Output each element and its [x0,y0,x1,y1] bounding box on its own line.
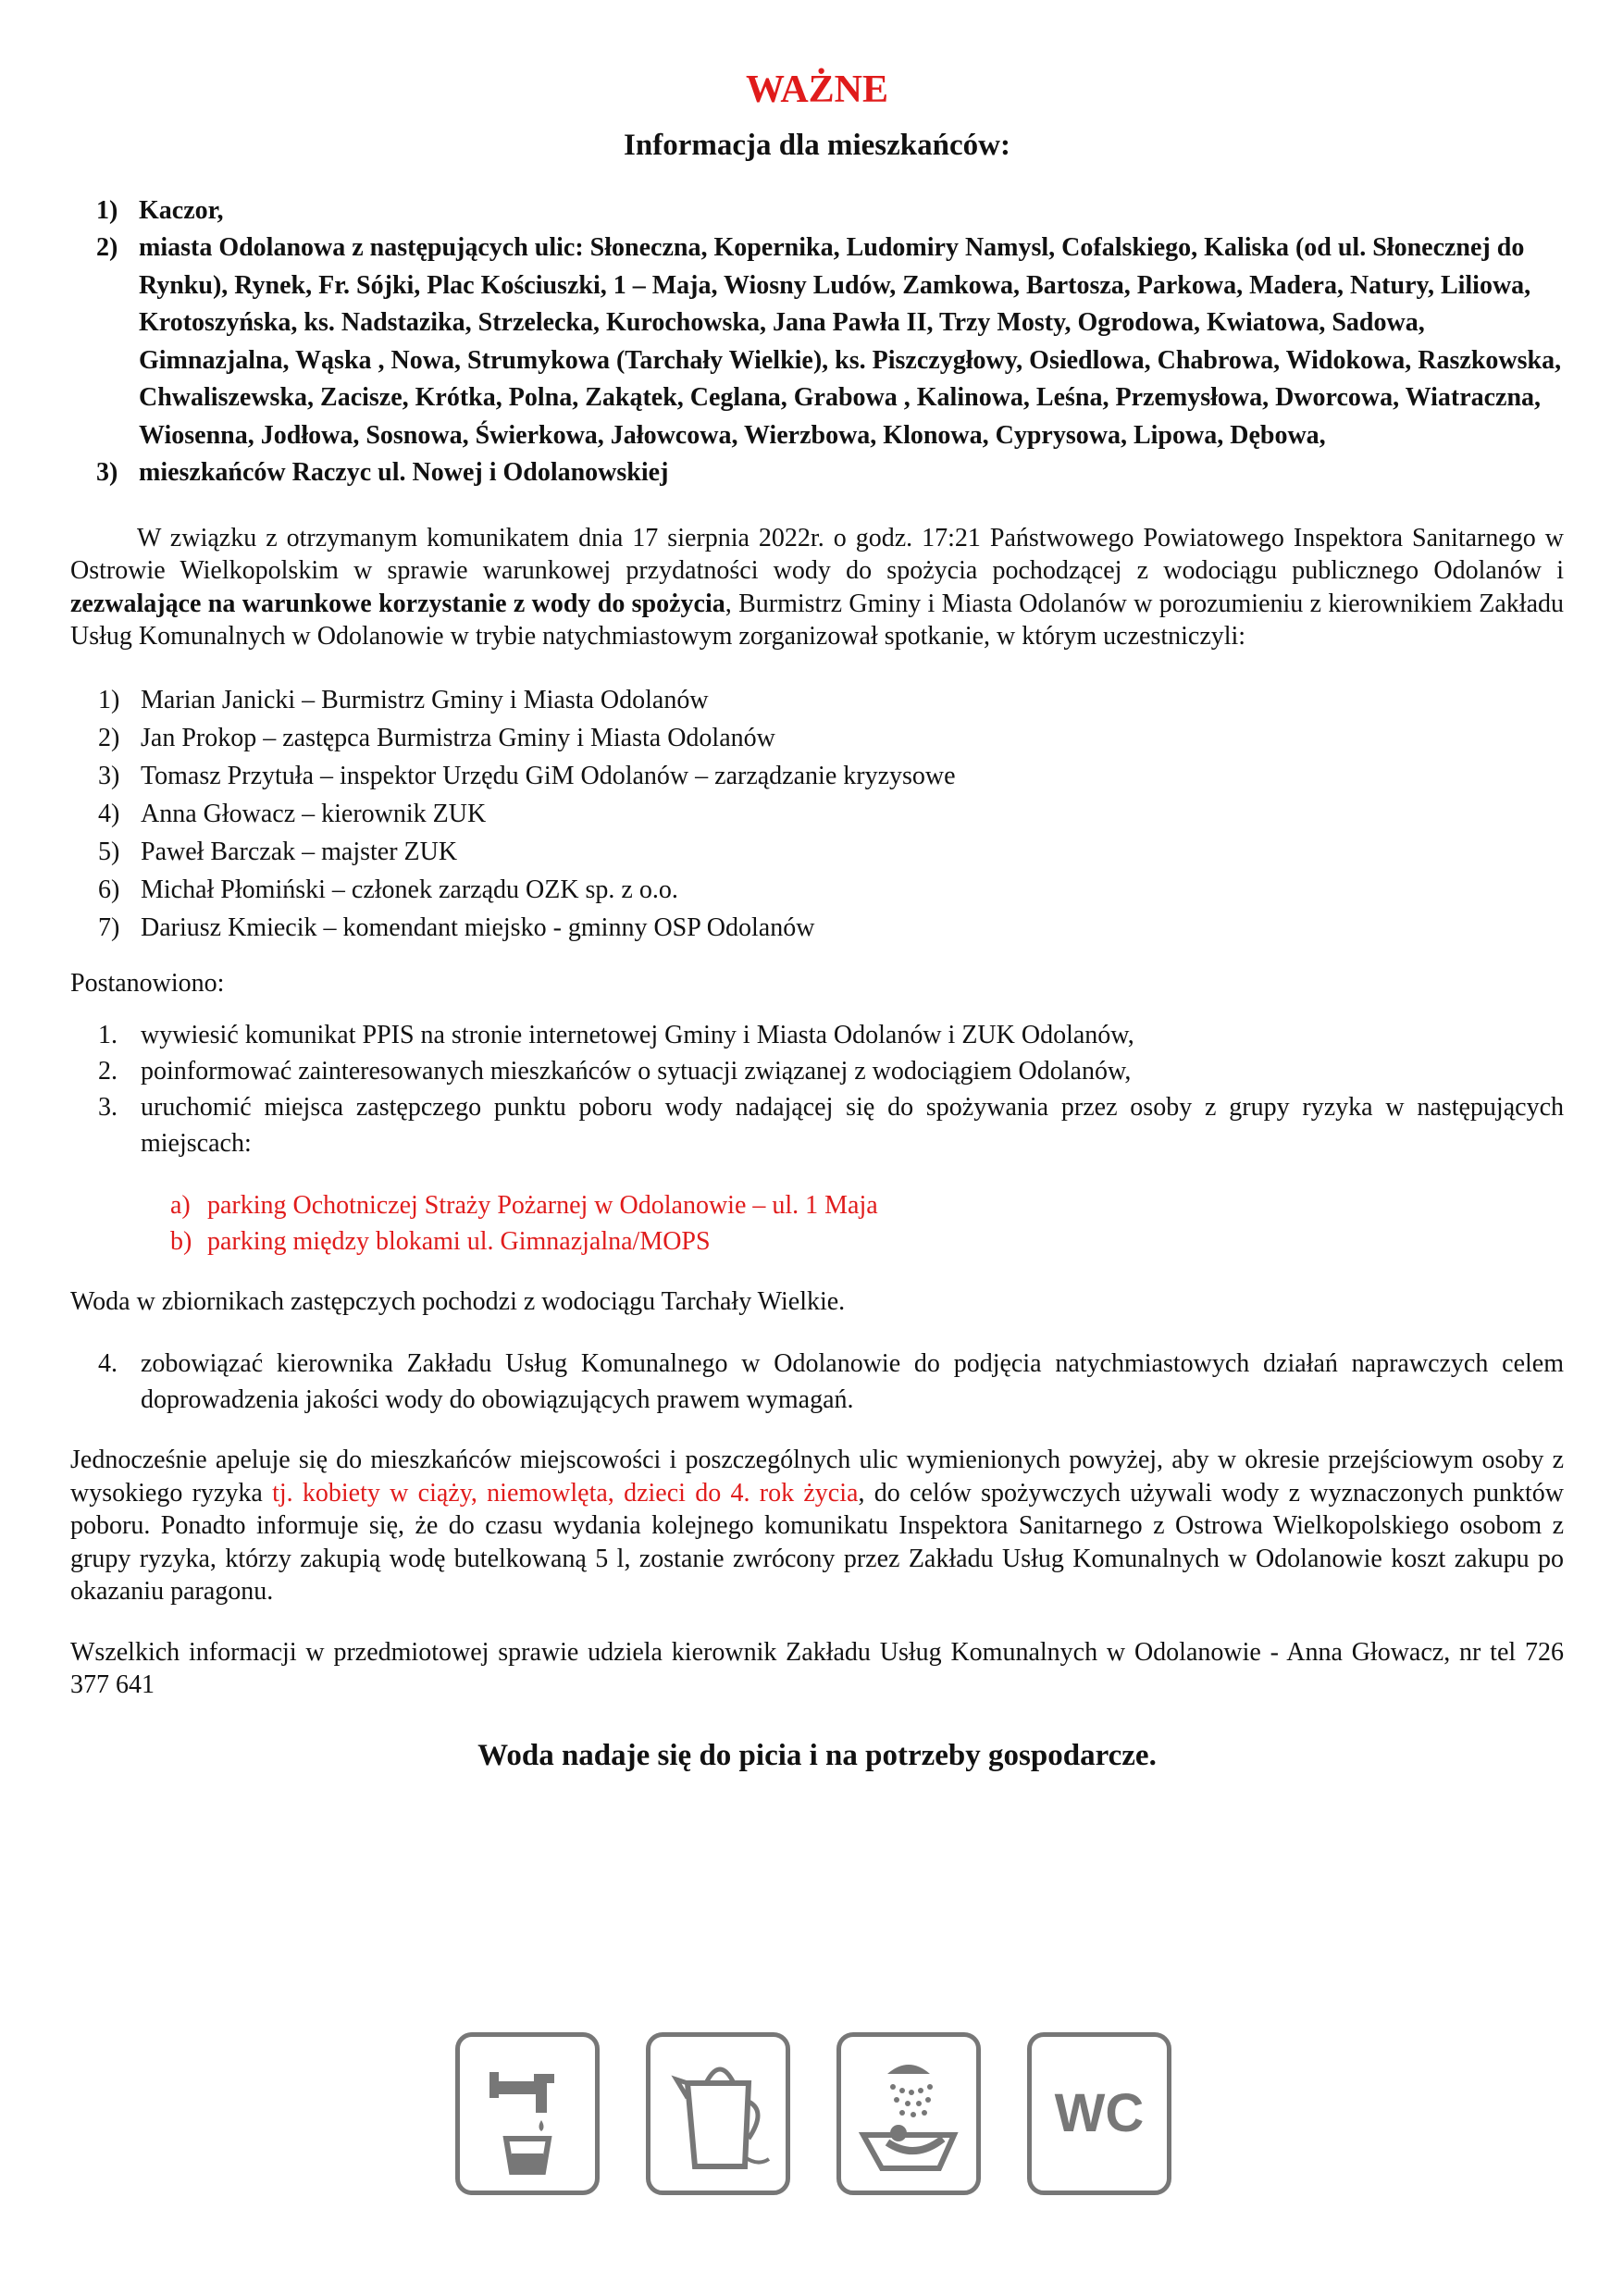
list-item: 3. uruchomić miejsca zastępczego punktu poboru wody nadającej się do spożywania przez osoby z grupy ryzyka w następujących miejscach: [98,1092,1564,1158]
affected-areas-list [70,192,1564,492]
decisions-list [70,1017,1564,1161]
list-item: a) parking Ochotniczej Straży Pożarnej w Odolanowie – ul. 1 Maja [170,1190,878,1220]
intro-emphasis: zezwalające na warunkowe korzystanie z wody do spożycia [70,589,725,618]
list-item: 1) Kaczor, [96,195,224,225]
list-item: 1) Marian Janicki – Burmistrz Gminy i Miasta Odolanów [98,685,709,714]
page-title: WAŻNE [745,68,889,111]
page-subtitle: Informacja dla mieszkańców: [624,129,1010,163]
list-item: 2) Jan Prokop – zastępca Burmistrza Gminy i Miasta Odolanów [98,723,775,752]
list-item: 2) miasta Odolanowa z następujących ulic: Słoneczna, Kopernika, Ludomiry Namysl, Cofalskiego, Kaliska (od ul. Słonecznej do Rynku), Rynek, Fr. Sójki, Plac Kościuszki, 1 – Maja, Wiosny Ludów, Zamkowa, Bartosza, Parkowa, Madera, Natury, Liliowa, Krotoszyńska, ks. Nadstazika, Strzelecka, Kurochowska, Jana Pawła II, Trzy Mosty, Ogrodowa, Kwiatowa, Sadowa, Gimnazjalna, Wąska , Nowa, Strumykowa (Tarchały Wielkie), ks. Piszczygłowy, Osiedlowa, Chabrowa, Widokowa, Raszkowska, Chwaliszewska, Zacisze, Krótka, Polna, Zakątek, Ceglana, Grabowa , Kalinowa, Leśna, Przemysłowa, Dworcowa, Wiatraczna, Wiosenna, Jodłowa, Sosnowa, Świerkowa, Jałowcowa, Wierzbowa, Klonowa, Cyprysowa, Lipowa, Dębowa, [96,233,1562,450]
drinking-water-tap-icon [455,2032,600,2195]
intro-paragraph: W związku z otrzymanym komunikatem dnia 17 sierpnia 2022r. o godz. 17:21 Państwowego Powiatowego Inspektora Sanitarnego w Ostrowie Wielkopolskim w sprawie warunkowej przydatności wody do spożycia pochodzącej z wodociągu publicznego Odolanów i zezwalające na warunkowe korzystanie z wody do spożycia, Burmistrz Gminy i Miasta Odolanów w porozumieniu z kierownikiem Zakładu Usług Komunalnych w Odolanowie w trybie natychmiastowym zorganizował spotkanie, w którym uczestniczyli: [70,523,1564,652]
contact-paragraph: Wszelkich informacji w przedmiotowej sprawie udziela kierownik Zakładu Usług Komunalnych w Odolanowie - Anna Głowacz, nr tel 726 377 641 [70,1637,1564,1700]
notice-page [70,67,1564,1773]
decision-four-list [70,1346,1564,1418]
water-points-list [70,1187,1564,1260]
kettle-cooking-icon [646,2032,790,2195]
list-item: 3) Tomasz Przytuła – inspektor Urzędu GiM Odolanów – zarządzanie kryzysowe [98,761,956,790]
bathing-shower-icon [836,2032,981,2195]
list-item: 1. wywiesić komunikat PPIS na stronie internetowej Gminy i Miasta Odolanów i ZUK Odolanów, [98,1020,1134,1049]
risk-group-text: tj. kobiety w ciąży, niemowlęta, dzieci do 4. rok życia [272,1478,859,1508]
list-item: 4. zobowiązać kierownika Zakładu Usług Komunalnego w Odolanowie do podjęcia natychmiastowych działań naprawczych celem doprowadzenia jakości wody do obowiązujących prawem wymagań. [98,1349,1564,1415]
list-item: 4) Anna Głowacz – kierownik ZUK [98,799,487,828]
appeal-paragraph: Jednocześnie apeluje się do mieszkańców miejscowości i poszczególnych ulic wymienionych powyżej, aby w okresie przejściowym osoby z wysokiego ryzyka tj. kobiety w ciąży, niemowlęta, dzieci do 4. rok życia, do celów spożywczych używali wody z wyznaczonych punktów poboru. Ponadto informuje się, że do czasu wydania kolejnego komunikatu Inspektora Sanitarnego z Ostrowa Wielkopolskiego osobom z grupy ryzyka, którzy zakupią wodę butelkowaną 5 l, zostanie zwrócony przez Zakładu Usług Komunalnych w Odolanowie koszt zakupu po okazaniu paragonu. [70,1446,1564,1607]
list-item: 7) Dariusz Kmiecik – komendant miejsko - gminny OSP Odolanów [98,912,815,942]
participants-list [70,681,1564,947]
water-source-text: Woda w zbiornikach zastępczych pochodzi z wodociągu Tarchały Wielkie. [70,1286,846,1316]
wc-label: WC [1054,2083,1145,2143]
list-item: 5) Paweł Barczak – majster ZUK [98,837,458,866]
final-statement: Woda nadaje się do picia i na potrzeby gospodarcze. [477,1738,1157,1772]
wc-icon [1027,2032,1171,2195]
decided-label: Postanowiono: [70,968,225,998]
list-item: 6) Michał Płomiński – członek zarządu OZK sp. z o.o. [98,875,678,904]
usage-icons [455,2032,1203,2199]
list-item: b) parking między blokami ul. Gimnazjalna/MOPS [170,1226,711,1256]
list-item: 3) mieszkańców Raczyc ul. Nowej i Odolanowskiej [96,458,669,488]
list-item: 2. poinformować zainteresowanych mieszkańców o sytuacji związanej z wodociągiem Odolanów, [98,1056,1132,1086]
